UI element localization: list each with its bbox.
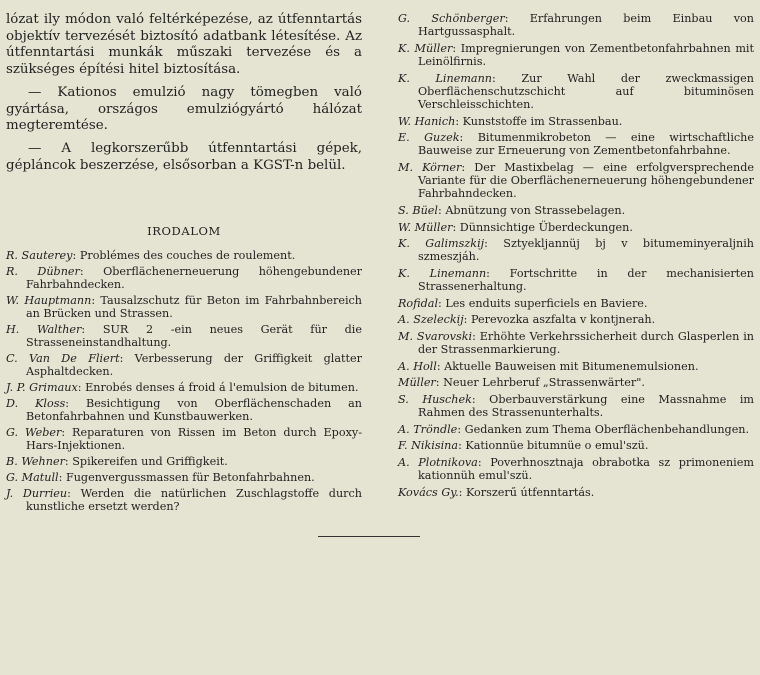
reference-entry: S. Büel: Abnützung von Strassebelagen. xyxy=(398,203,626,217)
reference-entry: J. Durrieu: Werden die natürlichen Zuschlagstoffe durch kunstliche ersetzt werden? xyxy=(6,486,362,513)
reference-title: Sztyekljannüj bj v bitumeminyeraljnih szmeszjáh. xyxy=(418,237,754,264)
reference-list-right xyxy=(398,12,754,499)
reference-author: D. Kloss xyxy=(6,396,66,410)
reference-author: A. Plotnikova xyxy=(398,455,478,469)
reference-entry: A. Plotnikova: Poverhnosztnaja obrabotka sz primoneniem kationnüh emul'szü. xyxy=(398,455,754,483)
reference-author: G. Matull xyxy=(6,470,59,484)
reference-author: W. Müller xyxy=(398,220,453,234)
reference-entry: C. Van De Fliert: Verbesserung der Griffigkeit glatter Asphaltdecken. xyxy=(6,352,362,379)
body-paragraph: — Kationos emulzió nagy tömegben való gyártása, országos emulziógyártó hálózat megteremtése. xyxy=(6,84,362,134)
reference-title: Neuer Lehrberuf „Strassenwärter". xyxy=(443,376,645,390)
reference-entry: S. Huschek: Oberbauverstärkung eine Massnahme im Rahmen des Strassenunterhalts. xyxy=(398,392,754,420)
reference-author: J. P. Grimaux xyxy=(6,381,78,395)
reference-author: S. Büel xyxy=(398,203,439,217)
reference-title: Erhöhte Verkehrssicherheit durch Glasperlen in der Strassenmarkierung. xyxy=(418,329,754,357)
reference-entry: M. Svarovski: Erhöhte Verkehrssicherheit durch Glasperlen in der Strassenmarkierung. xyxy=(398,329,754,357)
reference-author: B. Wehner xyxy=(6,454,65,468)
reference-author: K. Müller xyxy=(398,41,453,55)
reference-entry: Müller: Neuer Lehrberuf „Strassenwärter". xyxy=(398,376,645,390)
reference-author: G. Schönberger xyxy=(398,12,505,25)
reference-author: A. Tröndle xyxy=(398,422,458,436)
reference-author: Kovács Gy. xyxy=(398,485,459,499)
reference-title: Reparaturen von Rissen im Beton durch Epoxy-Hars-Injektionen. xyxy=(26,425,362,453)
reference-author: A. Holl xyxy=(398,359,437,373)
reference-entry: J. P. Grimaux: Enrobés denses á froid á l'emulsion de bitumen. xyxy=(6,381,359,395)
reference-entry: R. Sauterey: Problémes des couches de roulement. xyxy=(6,249,296,263)
reference-entry: K. Linemann: Zur Wahl der zweckmassigen Oberflächenschutzschicht auf bituminösen Verschleisschichten. xyxy=(398,71,754,111)
reference-title: Fortschritte in der mechanisierten Strassenerhaltung. xyxy=(418,266,755,294)
reference-entry: W. Hauptmann: Tausalzschutz für Beton im Fahrbahnbereich an Brücken und Strassen. xyxy=(6,294,362,321)
reference-title: Kationnüe bitumnüe o emul'szü. xyxy=(465,439,649,453)
reference-title: Spikereifen und Griffigkeit. xyxy=(72,454,228,468)
reference-title: Abnützung von Strassebelagen. xyxy=(445,203,626,217)
reference-author: J. Durrieu xyxy=(6,486,68,500)
body-paragraph: lózat ily módon való feltérképezése, az útfenntartás objektív tervezését biztosító adatbank létesítése. Az útfenntartási munkák műszaki tervezése és a szükséges építési hitel biztosítása. xyxy=(6,12,362,78)
reference-author: F. Nikisina xyxy=(398,439,459,453)
reference-entry: A. Holl: Aktuelle Bauweisen mit Bitumenemulsionen. xyxy=(398,359,699,373)
reference-entry: K. Linemann: Fortschritte in der mechanisierten Strassenerhaltung. xyxy=(398,266,755,294)
reference-entry: H. Walther: SUR 2 -ein neues Gerät für die Strasseneinstandhaltung. xyxy=(6,323,363,350)
reference-entry: Rofidal: Les enduits superficiels en Baviere. xyxy=(398,296,648,310)
reference-author: Müller xyxy=(398,376,436,390)
reference-title: Perevozka aszfalta v kontjnerah. xyxy=(471,313,656,327)
reference-title: Oberflächenerneuerung höhengebundener Fahrbahndecken. xyxy=(26,265,363,292)
reference-author: M. Körner xyxy=(398,160,462,174)
reference-author: K. Linemann xyxy=(398,71,493,85)
end-rule xyxy=(318,536,420,537)
reference-author: K. Linemann xyxy=(398,266,487,280)
reference-title: Zur Wahl der zweckmassigen Oberflächenschutzschicht auf bituminösen Verschleisschichten. xyxy=(418,71,754,111)
reference-author: S. Huschek xyxy=(398,392,472,406)
reference-author: C. Van De Fliert xyxy=(6,352,120,366)
reference-entry: M. Körner: Der Mastixbelag — eine erfolgversprechende Variante für die Oberflächenerneuerung höhengebundener Fahrbahndecken. xyxy=(398,160,754,201)
reference-title: Aktuelle Bauweisen mit Bitumenemulsionen. xyxy=(444,359,699,373)
reference-entry: W. Müller: Dünnsichtige Überdeckungen. xyxy=(398,220,633,234)
reference-entry: K. Müller: Impregnierungen von Zementbetonfahrbahnen mit Leinölfirnis. xyxy=(398,41,754,68)
reference-entry: R. Dübner: Oberflächenerneuerung höhengebundener Fahrbahndecken. xyxy=(6,265,363,292)
reference-title: Tausalzschutz für Beton im Fahrbahnbereich an Brücken und Strassen. xyxy=(26,294,362,321)
reference-author: A. Szeleckij xyxy=(398,313,464,327)
reference-title: Werden die natürlichen Zuschlagstoffe durch kunstliche ersetzt werden? xyxy=(26,486,362,513)
reference-title: Besichtigung von Oberflächenschaden an Betonfahrbahnen und Kunstbauwerken. xyxy=(26,396,362,424)
reference-entry: A. Tröndle: Gedanken zum Thema Oberflächenbehandlungen. xyxy=(398,422,750,436)
reference-entry: G. Matull: Fugenvergussmassen für Betonfahrbahnen. xyxy=(6,470,315,484)
reference-title: Korszerű útfenntartás. xyxy=(466,485,595,499)
reference-title: Fugenvergussmassen für Betonfahrbahnen. xyxy=(65,470,315,484)
reference-author: R. Sauterey xyxy=(6,249,73,263)
left-column xyxy=(6,12,362,516)
reference-entry: Kovács Gy.: Korszerű útfenntartás. xyxy=(398,485,595,499)
reference-author: E. Guzek xyxy=(398,131,460,145)
reference-title: Der Mastixbelag — eine erfolgversprechende Variante für die Oberflächenerneuerung höhengebundener Fahrbahndecken. xyxy=(418,160,754,201)
reference-title: Oberbauverstärkung eine Massnahme im Rahmen des Strassenunterhalts. xyxy=(418,392,754,420)
reference-title: SUR 2 -ein neues Gerät für die Strasseneinstandhaltung. xyxy=(26,323,363,350)
reference-entry: A. Szeleckij: Perevozka aszfalta v kontjnerah. xyxy=(398,313,656,327)
reference-title: Bitumenmikrobeton — eine wirtschaftliche Bauweise zur Erneuerung von Zementbetonfahrbahne. xyxy=(418,131,755,158)
reference-title: Gedanken zum Thema Oberflächenbehandlungen. xyxy=(464,422,750,436)
reference-entry: W. Hanich: Kunststoffe im Strassenbau. xyxy=(398,114,623,128)
reference-author: H. Walther xyxy=(6,323,82,337)
reference-title: Enrobés denses á froid á l'emulsion de bitumen. xyxy=(85,381,359,395)
reference-title: Les enduits superficiels en Baviere. xyxy=(445,296,648,310)
reference-entry: D. Kloss: Besichtigung von Oberflächenschaden an Betonfahrbahnen und Kunstbauwerken. xyxy=(6,396,362,424)
reference-list-left xyxy=(6,249,362,513)
reference-author: M. Svarovski xyxy=(398,329,473,343)
right-column xyxy=(398,12,754,502)
reference-entry: B. Wehner: Spikereifen und Griffigkeit. xyxy=(6,454,228,468)
reference-author: Rofidal xyxy=(398,296,439,310)
reference-author: K. Galimszkij xyxy=(398,237,485,251)
reference-entry: F. Nikisina: Kationnüe bitumnüe o emul'szü. xyxy=(398,439,649,453)
reference-author: W. Hanich xyxy=(398,114,456,128)
reference-author: R. Dübner xyxy=(6,265,80,279)
reference-title: Poverhnosztnaja obrabotka sz primoneniem kationnüh emul'szü. xyxy=(418,455,754,483)
references-heading: IRODALOM xyxy=(147,224,221,239)
reference-author: G. Weber xyxy=(6,425,62,439)
reference-title: Dünnsichtige Überdeckungen. xyxy=(459,220,633,234)
reference-title: Kunststoffe im Strassenbau. xyxy=(462,114,623,128)
reference-entry: E. Guzek: Bitumenmikrobeton — eine wirtschaftliche Bauweise zur Erneuerung von Zementbetonfahrbahne. xyxy=(398,131,755,158)
body-paragraph: — A legkorszerűbb útfenntartási gépek, gépláncok beszerzése, elsősorban a KGST-n belül. xyxy=(6,140,362,173)
reference-entry: K. Galimszkij: Sztyekljannüj bj v bitumeminyeraljnih szmeszjáh. xyxy=(398,237,754,264)
reference-title: Impregnierungen von Zementbetonfahrbahnen mit Leinölfirnis. xyxy=(418,41,754,68)
reference-title: Problémes des couches de roulement. xyxy=(79,249,296,263)
reference-title: Erfahrungen beim Einbau von Hartgussasphalt. xyxy=(418,12,754,39)
reference-title: Verbesserung der Griffigkeit glatter Asphaltdecken. xyxy=(26,352,362,379)
reference-entry: G. Schönberger: Erfahrungen beim Einbau von Hartgussasphalt. xyxy=(398,12,754,39)
reference-entry: G. Weber: Reparaturen von Rissen im Beton durch Epoxy-Hars-Injektionen. xyxy=(6,425,362,453)
reference-author: W. Hauptmann xyxy=(6,294,92,308)
